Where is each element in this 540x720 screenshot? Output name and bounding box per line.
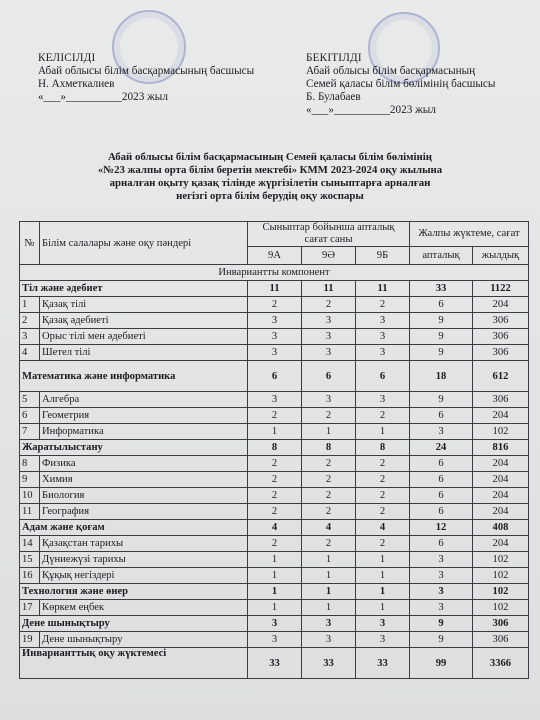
section-hours-9a: 4 <box>248 520 302 536</box>
total-hours-9ae: 33 <box>302 648 356 679</box>
subject-name: Дүниежүзі тарихы <box>40 552 248 568</box>
hours-9ae: 2 <box>302 488 356 504</box>
subject-row <box>20 504 529 520</box>
hours-9a: 3 <box>248 632 302 648</box>
subject-number: 8 <box>20 456 40 472</box>
section-row <box>20 616 529 632</box>
subject-row <box>20 345 529 361</box>
subject-name: Қазақ әдебиеті <box>40 313 248 329</box>
col-header-class-9b: 9Б <box>356 247 410 265</box>
hours-9ae: 2 <box>302 456 356 472</box>
subject-name: Құқық негіздері <box>40 568 248 584</box>
hours-9a: 2 <box>248 488 302 504</box>
approved-title: БЕКІТІЛДІ <box>306 52 362 64</box>
subject-name: Шетел тілі <box>40 345 248 361</box>
yearly-total: 204 <box>473 472 529 488</box>
title-line-4: негізгі орта білім берудің оқу жоспары <box>176 190 364 202</box>
subject-row <box>20 329 529 345</box>
section-hours-9b: 8 <box>356 440 410 456</box>
yearly-total: 204 <box>473 408 529 424</box>
weekly-total: 3 <box>410 424 473 440</box>
subject-number: 2 <box>20 313 40 329</box>
hours-9ae: 2 <box>302 536 356 552</box>
section-weekly-total: 3 <box>410 584 473 600</box>
yearly-total: 306 <box>473 632 529 648</box>
section-weekly-total: 9 <box>410 616 473 632</box>
col-header-weekly-hours: Сыныптар бойынша апталық сағат саны <box>248 222 410 247</box>
section-weekly-total: 24 <box>410 440 473 456</box>
subject-row <box>20 297 529 313</box>
subject-row <box>20 456 529 472</box>
subject-row <box>20 600 529 616</box>
weekly-total: 3 <box>410 568 473 584</box>
title-line-3: арналған оқыту қазақ тілінде жүргізілетін сыныптарға арналған <box>109 177 431 189</box>
col-header-weekly: апталық <box>410 247 473 265</box>
subject-row <box>20 472 529 488</box>
subject-name: Информатика <box>40 424 248 440</box>
yearly-total: 204 <box>473 297 529 313</box>
section-hours-9ae: 4 <box>302 520 356 536</box>
section-yearly-total: 102 <box>473 584 529 600</box>
col-header-class-9a: 9А <box>248 247 302 265</box>
weekly-total: 9 <box>410 392 473 408</box>
hours-9a: 2 <box>248 536 302 552</box>
section-hours-9ae: 8 <box>302 440 356 456</box>
section-weekly-total: 12 <box>410 520 473 536</box>
hours-9ae: 3 <box>302 632 356 648</box>
weekly-total: 6 <box>410 408 473 424</box>
yearly-total: 306 <box>473 329 529 345</box>
col-header-yearly: жылдық <box>473 247 529 265</box>
section-hours-9b: 3 <box>356 616 410 632</box>
subject-number: 6 <box>20 408 40 424</box>
subject-row <box>20 536 529 552</box>
hours-9a: 2 <box>248 504 302 520</box>
hours-9ae: 3 <box>302 329 356 345</box>
agreed-date: «___»__________2023 жыл <box>38 91 168 103</box>
weekly-total: 3 <box>410 600 473 616</box>
section-row <box>20 520 529 536</box>
yearly-total: 306 <box>473 392 529 408</box>
subject-number: 7 <box>20 424 40 440</box>
section-hours-9a: 6 <box>248 361 302 392</box>
subject-number: 1 <box>20 297 40 313</box>
subject-number: 3 <box>20 329 40 345</box>
approval-block-agreed <box>38 52 254 104</box>
hours-9a: 3 <box>248 329 302 345</box>
subject-row <box>20 313 529 329</box>
section-hours-9b: 11 <box>356 281 410 297</box>
subject-number: 5 <box>20 392 40 408</box>
section-hours-9ae: 6 <box>302 361 356 392</box>
subject-number: 19 <box>20 632 40 648</box>
section-yearly-total: 408 <box>473 520 529 536</box>
subject-row <box>20 424 529 440</box>
subject-name: Физика <box>40 456 248 472</box>
hours-9b: 1 <box>356 552 410 568</box>
hours-9ae: 3 <box>302 392 356 408</box>
subject-row <box>20 568 529 584</box>
section-name: Жаратылыстану <box>20 440 248 456</box>
total-weekly-total: 99 <box>410 648 473 679</box>
hours-9a: 1 <box>248 600 302 616</box>
section-hours-9ae: 1 <box>302 584 356 600</box>
subject-name: Биология <box>40 488 248 504</box>
hours-9ae: 2 <box>302 472 356 488</box>
subject-row <box>20 488 529 504</box>
subject-row <box>20 632 529 648</box>
hours-9a: 3 <box>248 313 302 329</box>
weekly-total: 6 <box>410 488 473 504</box>
yearly-total: 102 <box>473 424 529 440</box>
section-yearly-total: 306 <box>473 616 529 632</box>
hours-9a: 2 <box>248 456 302 472</box>
section-name: Адам және қоғам <box>20 520 248 536</box>
section-hours-9ae: 3 <box>302 616 356 632</box>
hours-9a: 1 <box>248 424 302 440</box>
weekly-total: 6 <box>410 504 473 520</box>
section-row <box>20 440 529 456</box>
subject-row <box>20 552 529 568</box>
subject-number: 10 <box>20 488 40 504</box>
subject-row <box>20 392 529 408</box>
hours-9b: 2 <box>356 472 410 488</box>
subject-number: 14 <box>20 536 40 552</box>
hours-9ae: 1 <box>302 424 356 440</box>
section-hours-9b: 4 <box>356 520 410 536</box>
yearly-total: 204 <box>473 488 529 504</box>
curriculum-table <box>19 221 529 679</box>
subject-name: Қазақстан тарихы <box>40 536 248 552</box>
subject-name: География <box>40 504 248 520</box>
weekly-total: 6 <box>410 456 473 472</box>
section-yearly-total: 816 <box>473 440 529 456</box>
subject-number: 16 <box>20 568 40 584</box>
subject-name: Қазақ тілі <box>40 297 248 313</box>
weekly-total: 6 <box>410 472 473 488</box>
hours-9ae: 1 <box>302 600 356 616</box>
total-row <box>20 648 529 679</box>
subject-number: 17 <box>20 600 40 616</box>
yearly-total: 204 <box>473 456 529 472</box>
weekly-total: 9 <box>410 632 473 648</box>
hours-9b: 3 <box>356 345 410 361</box>
hours-9b: 2 <box>356 536 410 552</box>
weekly-total: 3 <box>410 552 473 568</box>
hours-9ae: 1 <box>302 568 356 584</box>
col-header-subject: Білім салалары және оқу пәндері <box>40 222 248 265</box>
hours-9ae: 2 <box>302 504 356 520</box>
col-header-number: № <box>20 222 40 265</box>
yearly-total: 306 <box>473 313 529 329</box>
hours-9a: 3 <box>248 392 302 408</box>
hours-9a: 1 <box>248 552 302 568</box>
hours-9b: 3 <box>356 329 410 345</box>
total-hours-9a: 33 <box>248 648 302 679</box>
subject-name: Химия <box>40 472 248 488</box>
subject-number: 9 <box>20 472 40 488</box>
subject-number: 11 <box>20 504 40 520</box>
weekly-total: 6 <box>410 297 473 313</box>
approved-date: «___»__________2023 жыл <box>306 104 436 116</box>
approved-line-2: Семей қаласы білім бөлімінің басшысы <box>306 78 496 90</box>
hours-9b: 1 <box>356 424 410 440</box>
section-name: Математика және информатика <box>20 361 248 392</box>
hours-9ae: 3 <box>302 313 356 329</box>
yearly-total: 204 <box>473 504 529 520</box>
weekly-total: 6 <box>410 536 473 552</box>
section-row <box>20 281 529 297</box>
section-name: Технология және өнер <box>20 584 248 600</box>
hours-9b: 2 <box>356 297 410 313</box>
component-heading: Инвариантты компонент <box>20 265 529 281</box>
hours-9b: 1 <box>356 600 410 616</box>
yearly-total: 306 <box>473 345 529 361</box>
hours-9a: 1 <box>248 568 302 584</box>
agreed-line-1: Абай облысы білім басқармасының басшысы <box>38 65 255 77</box>
section-yearly-total: 612 <box>473 361 529 392</box>
hours-9a: 2 <box>248 408 302 424</box>
hours-9b: 1 <box>356 568 410 584</box>
hours-9ae: 1 <box>302 552 356 568</box>
hours-9b: 2 <box>356 408 410 424</box>
section-name: Дене шынықтыру <box>20 616 248 632</box>
approved-line-1: Абай облысы білім басқармасының <box>306 65 476 77</box>
section-name: Тіл және әдебиет <box>20 281 248 297</box>
subject-name: Геометрия <box>40 408 248 424</box>
subject-name: Көркем еңбек <box>40 600 248 616</box>
yearly-total: 102 <box>473 600 529 616</box>
hours-9b: 2 <box>356 456 410 472</box>
agreed-line-2: Н. Ахметкалиев <box>38 78 115 90</box>
section-yearly-total: 1122 <box>473 281 529 297</box>
weekly-total: 9 <box>410 329 473 345</box>
section-hours-9a: 8 <box>248 440 302 456</box>
col-header-class-9ae: 9Ә <box>302 247 356 265</box>
yearly-total: 102 <box>473 568 529 584</box>
section-weekly-total: 33 <box>410 281 473 297</box>
subject-name: Орыс тілі мен әдебиеті <box>40 329 248 345</box>
approved-line-3: Б. Булабаев <box>306 91 361 103</box>
title-line-2: «№23 жалпы орта білім беретін мектебі» КММ 2023-2024 оқу жылына <box>97 164 443 176</box>
total-hours-9b: 33 <box>356 648 410 679</box>
hours-9a: 3 <box>248 345 302 361</box>
approval-block-approved <box>306 52 495 117</box>
hours-9ae: 2 <box>302 297 356 313</box>
yearly-total: 102 <box>473 552 529 568</box>
weekly-total: 9 <box>410 345 473 361</box>
subject-name: Алгебра <box>40 392 248 408</box>
hours-9ae: 2 <box>302 408 356 424</box>
col-header-total-load: Жалпы жүктеме, сағат <box>410 222 529 247</box>
yearly-total: 204 <box>473 536 529 552</box>
subject-number: 4 <box>20 345 40 361</box>
section-row <box>20 584 529 600</box>
hours-9b: 2 <box>356 504 410 520</box>
section-weekly-total: 18 <box>410 361 473 392</box>
hours-9b: 3 <box>356 392 410 408</box>
document-title <box>40 151 500 203</box>
subject-name: Дене шынықтыру <box>40 632 248 648</box>
section-hours-9b: 6 <box>356 361 410 392</box>
hours-9b: 3 <box>356 632 410 648</box>
section-row <box>20 361 529 392</box>
total-label: Инварианттық оқу жүктемесі <box>20 648 248 679</box>
hours-9a: 2 <box>248 472 302 488</box>
title-line-1: Абай облысы білім басқармасының Семей қаласы білім бөлімінің <box>108 151 432 163</box>
total-yearly-total: 3366 <box>473 648 529 679</box>
section-hours-9a: 1 <box>248 584 302 600</box>
section-hours-9a: 3 <box>248 616 302 632</box>
subject-row <box>20 408 529 424</box>
weekly-total: 9 <box>410 313 473 329</box>
section-hours-9a: 11 <box>248 281 302 297</box>
hours-9b: 3 <box>356 313 410 329</box>
section-hours-9b: 1 <box>356 584 410 600</box>
hours-9a: 2 <box>248 297 302 313</box>
section-hours-9ae: 11 <box>302 281 356 297</box>
agreed-title: КЕЛІСІЛДІ <box>38 52 96 64</box>
subject-number: 15 <box>20 552 40 568</box>
hours-9ae: 3 <box>302 345 356 361</box>
hours-9b: 2 <box>356 488 410 504</box>
